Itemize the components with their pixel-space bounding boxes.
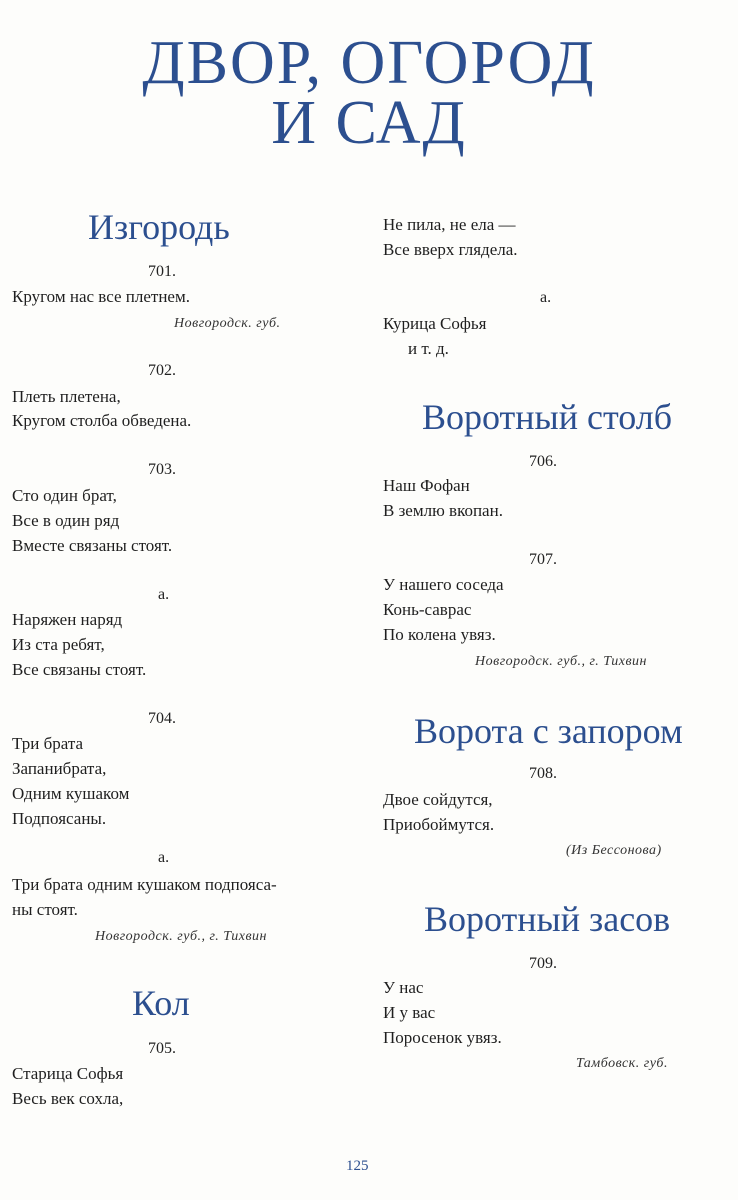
riddle-number: 701. xyxy=(148,263,176,280)
riddle-line: И у вас xyxy=(383,1003,436,1022)
riddle-line: Курица Софья xyxy=(383,314,487,333)
riddle-line: Приобоймутся. xyxy=(383,815,495,834)
riddle-line: Старица Софья xyxy=(12,1064,124,1083)
riddle-line: Все вверх глядела. xyxy=(383,240,518,259)
riddle-line: Три брата xyxy=(12,734,84,753)
riddle-line: Запанибрата, xyxy=(12,759,107,778)
riddle-number: 705. xyxy=(148,1040,176,1057)
riddle-line: У нас xyxy=(383,978,424,997)
riddle-source: (Из Бессонова) xyxy=(566,843,662,858)
page-title-line-2: И САД xyxy=(271,89,467,157)
riddle-line: Три брата одним кушаком подпояса- xyxy=(12,875,277,894)
section-heading-vorotny-stolb: Воротный столб xyxy=(422,397,673,437)
riddle-number: 702. xyxy=(148,362,176,379)
riddle-line: Сто один брат, xyxy=(12,486,117,505)
riddle-line: и т. д. xyxy=(408,339,449,358)
riddle-line: ны стоят. xyxy=(12,900,78,919)
riddle-line: Кругом нас все плетнем. xyxy=(12,287,190,306)
section-heading-kol: Кол xyxy=(132,983,190,1023)
riddle-line: Не пила, не ела — xyxy=(383,215,516,234)
riddle-variant-label: а. xyxy=(540,289,552,306)
riddle-source: Новгородск. губ., г. Тихвин xyxy=(95,929,267,944)
section-heading-vorotny-zasov: Воротный засов xyxy=(424,899,671,939)
riddle-line: В землю вкопан. xyxy=(383,501,503,520)
riddle-variant-label: а. xyxy=(158,849,170,866)
riddle-number: 706. xyxy=(529,453,557,470)
riddle-source: Тамбовск. губ. xyxy=(576,1056,668,1071)
riddle-number: 708. xyxy=(529,765,557,782)
riddle-source: Новгородск. губ. xyxy=(174,316,281,331)
riddle-line: Все в один ряд xyxy=(12,511,120,530)
riddle-line: Подпоясаны. xyxy=(12,809,107,828)
riddle-source: Новгородск. губ., г. Тихвин xyxy=(475,654,647,669)
riddle-line: Конь-саврас xyxy=(383,600,472,619)
riddle-line: Плеть плетена, xyxy=(12,387,121,406)
riddle-line: Одним кушаком xyxy=(12,784,130,803)
page-title-line-1: ДВОР, ОГОРОД xyxy=(142,29,596,97)
riddle-line: У нашего соседа xyxy=(383,575,504,594)
riddle-number: 709. xyxy=(529,955,557,972)
riddle-line: Наряжен наряд xyxy=(12,610,123,629)
riddle-line: Поросенок увяз. xyxy=(383,1028,502,1047)
riddle-line: Из ста ребят, xyxy=(12,635,105,654)
section-heading-izgorod: Изгородь xyxy=(88,207,230,247)
riddle-line: Наш Фофан xyxy=(383,476,470,495)
riddle-number: 707. xyxy=(529,551,557,568)
riddle-variant-label: а. xyxy=(158,586,170,603)
section-heading-vorota-s-zaporom: Ворота с запором xyxy=(414,711,683,751)
riddle-line: По колена увяз. xyxy=(383,625,496,644)
riddle-number: 704. xyxy=(148,710,176,727)
riddle-line: Двое сойдутся, xyxy=(383,790,493,809)
riddle-line: Все связаны стоят. xyxy=(12,660,147,679)
riddle-number: 703. xyxy=(148,461,176,478)
riddle-line: Вместе связаны стоят. xyxy=(12,536,173,555)
riddle-line: Весь век сохла, xyxy=(12,1089,124,1108)
page-number: 125 xyxy=(346,1158,369,1174)
riddle-line: Кругом столба обведена. xyxy=(12,411,192,430)
